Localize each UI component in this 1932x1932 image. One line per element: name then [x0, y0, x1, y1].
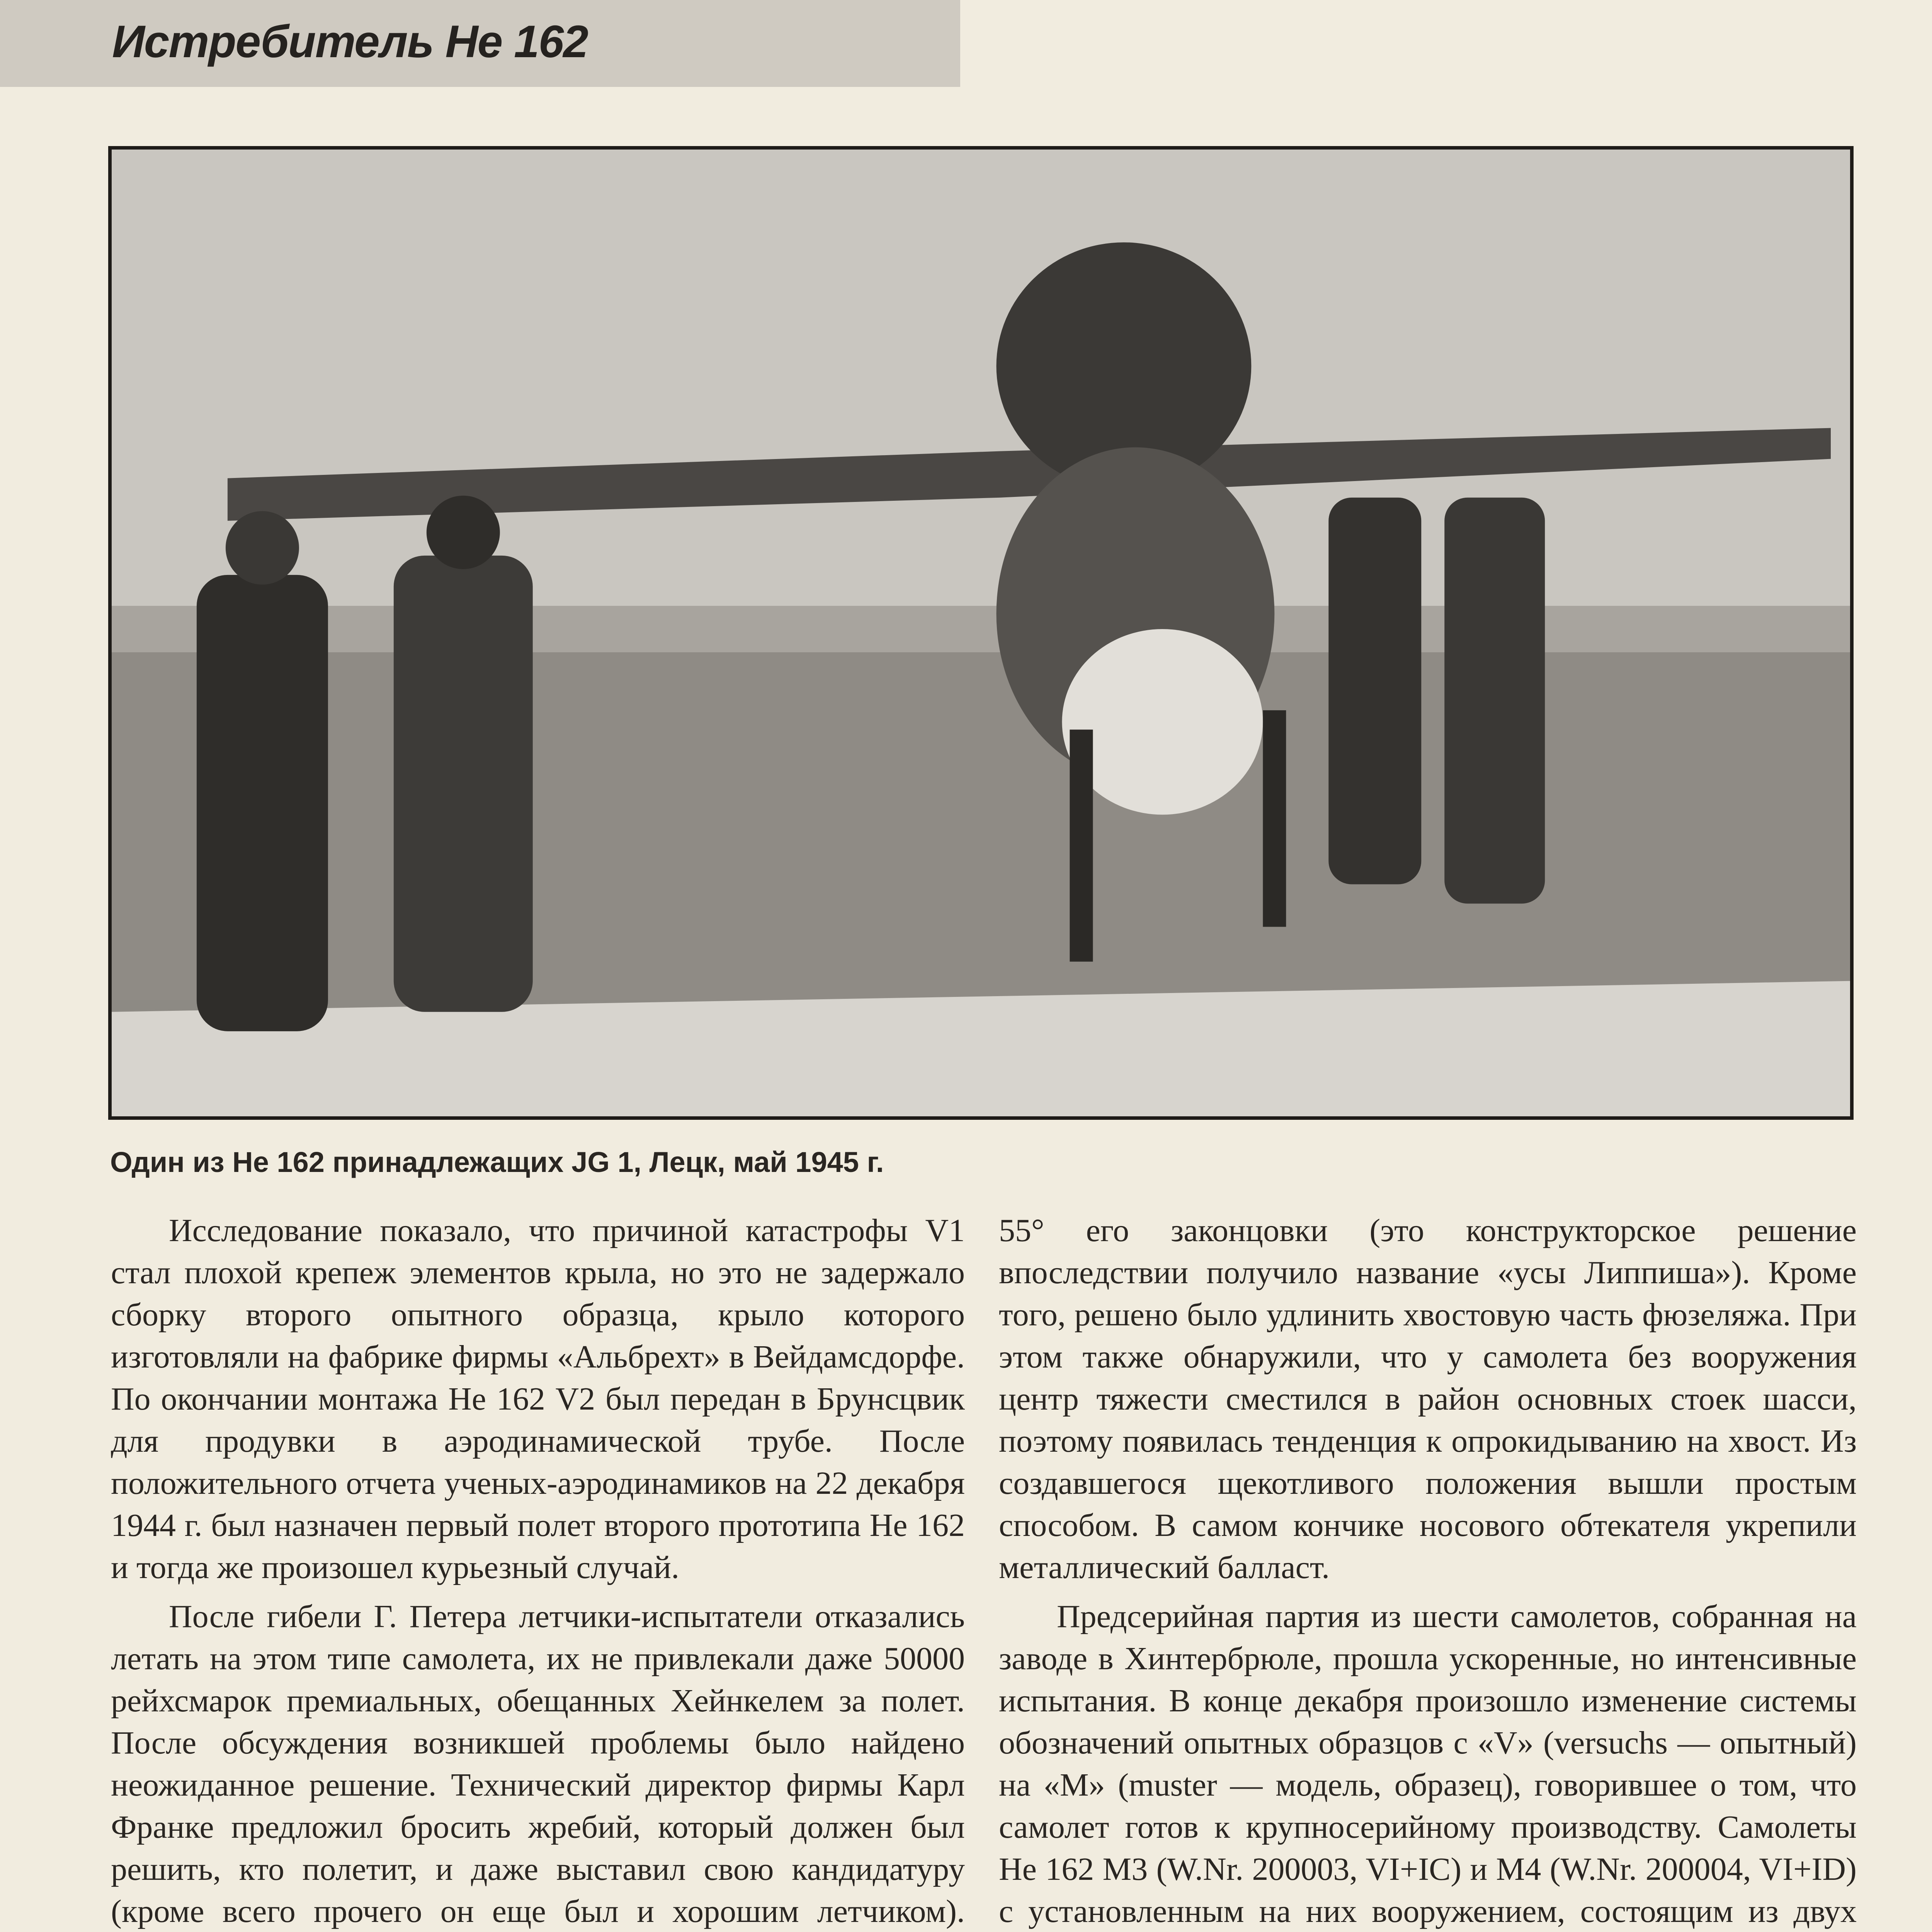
photograph — [108, 146, 1854, 1120]
text-column-right — [999, 1209, 1857, 1932]
figure-1-head — [226, 511, 299, 585]
photo-illustration — [112, 150, 1850, 1116]
header-title: Истребитель Не 162 — [112, 16, 588, 67]
aircraft-gear-left — [1070, 730, 1093, 961]
figure-1 — [197, 575, 328, 1031]
paragraph: После гибели Г. Петера летчики-испытатели отказались летать на этом типе самолета, их не привлекали даже 50000 рейхсмарок премиальных, обещанных Хейнкелем за полет. После обсуждения возникшей проблемы было найдено неожиданное решение. Технический директор фирмы Карл Франке предложил бросить жребий, который должен был решить, кто полетит, и даже выставил свою кандидатуру (кроме всего прочего он еще был и хорошим летчиком). — [111, 1599, 965, 1929]
figure-2 — [394, 556, 533, 1012]
figure-4 — [1444, 498, 1545, 904]
photo-horizon — [112, 606, 1850, 660]
photo-runway — [112, 981, 1850, 1116]
photo-sky — [112, 150, 1850, 652]
figure-3 — [1328, 498, 1421, 884]
paragraph: Предсерийная партия из шести самолетов, собранная на заводе в Хинтербрюле, прошла ускоренные, но интенсивные испытания. В конце декабря произошло изменение системы обозначений опытных образцов с «V» (versuchs — опытный) на «М» (muster — модель, образец), говорившее о том, что самолет готов к крупносерийному производству. Самолеты Не 162 М3 (W.Nr. 200003, VI+IC) и М4 (W.Nr. 200004, VI+ID) с установленным на них вооружением, состоящим из двух — [999, 1599, 1857, 1929]
aircraft-gear-right — [1263, 710, 1286, 927]
text-column-left — [111, 1209, 965, 1932]
paragraph: 55° его законцовки (это конструкторское решение впоследствии получило название «усы Липпиша»). Кроме того, решено было удлинить хвостовую часть фюзеляжа. При этом также обнаружили, что у самолета без вооружения центр тяжести сместился в район основных стоек шасси, поэтому появилась тенденция к опрокидыванию на хвост. Из создавшегося щекотливого положения вышли простым способом. В самом кончике носового обтекателя укрепили металлический балласт. — [999, 1213, 1857, 1585]
photo-caption: Один из Не 162 принадлежащих JG 1, Лецк, май 1945 г. — [110, 1146, 884, 1178]
paragraph: Исследование показало, что причиной катастрофы V1 стал плохой крепеж элементов крыла, но это не задержало сборку второго опытного образца, крыло которого изготовляли на фабрике фирмы «Альбрехт» в Вейдамсдорфе. По окончании монтажа Не 162 V2 был передан в Брунсцвик для продувки в аэродинамической трубе. После положительного отчета ученых-аэродинамиков на 22 декабря 1944 г. был назначен первый полет второго прототипа Не 162 и тогда же произошел курьезный случай. — [111, 1213, 965, 1585]
figure-2-head — [427, 496, 500, 569]
photo-ground — [112, 652, 1850, 1000]
running-header — [0, 0, 960, 87]
